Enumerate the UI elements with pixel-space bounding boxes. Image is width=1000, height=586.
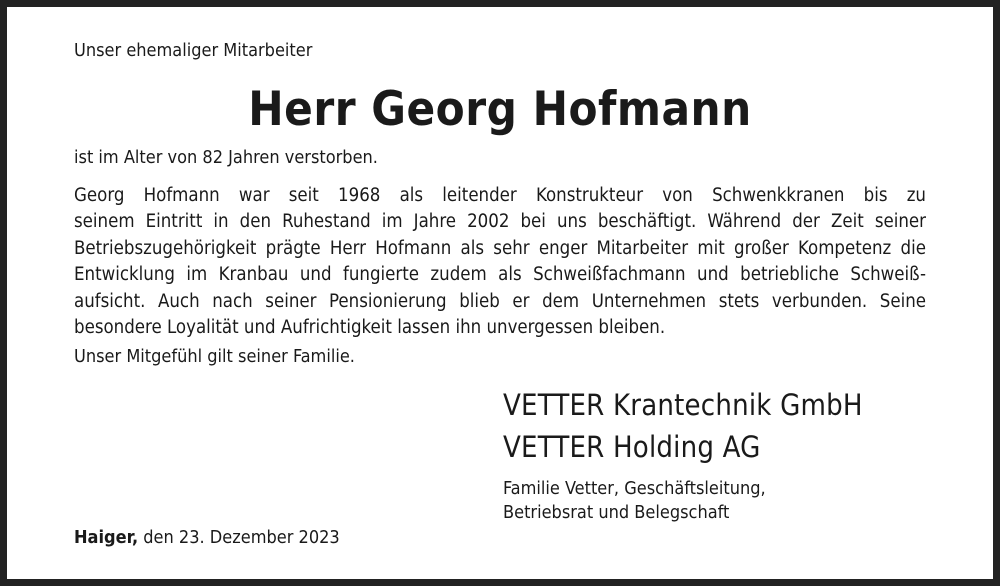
company-name-holding: VETTER Holding AG bbox=[503, 430, 761, 464]
deceased-name: Herr Georg Hofmann bbox=[248, 82, 752, 137]
obituary-body bbox=[74, 183, 926, 341]
dateline bbox=[74, 527, 340, 548]
body-line: Entwicklung im Kranbau und fungierte zudem als Schweißfachmann und betriebliche Schweiß- bbox=[74, 264, 926, 286]
body-line: aufsicht. Auch nach seiner Pensionierung blieb er dem Unternehmen stets verbunden. Seine bbox=[74, 290, 926, 312]
place: Haiger, bbox=[74, 527, 139, 548]
age-line: ist im Alter von 82 Jahren verstorben. bbox=[74, 147, 378, 168]
date: den 23. Dezember 2023 bbox=[143, 527, 340, 548]
mourners-line-1: Familie Vetter, Geschäftsleitung, bbox=[503, 478, 766, 499]
mourners-line-2: Betriebsrat und Belegschaft bbox=[503, 502, 730, 523]
body-line: Georg Hofmann war seit 1968 als leitender Konstrukteur von Schwenkkranen bis zu bbox=[74, 185, 926, 206]
intro-text: Unser ehemaliger Mitarbeiter bbox=[74, 40, 313, 61]
sympathy-line: Unser Mitgefühl gilt seiner Familie. bbox=[74, 346, 355, 367]
body-line: besondere Loyalität und Aufrichtigkeit lassen ihn unvergessen bleiben. bbox=[74, 317, 666, 339]
body-line: Betriebszugehörigkeit prägte Herr Hofmann als sehr enger Mitarbeiter mit großer Kompetenz die bbox=[74, 237, 926, 259]
body-line: seinem Eintritt in den Ruhestand im Jahre 2002 bei uns beschäftigt. Während der Zeit seiner bbox=[74, 211, 926, 233]
company-name-krantechnik: VETTER Krantechnik GmbH bbox=[503, 388, 863, 422]
